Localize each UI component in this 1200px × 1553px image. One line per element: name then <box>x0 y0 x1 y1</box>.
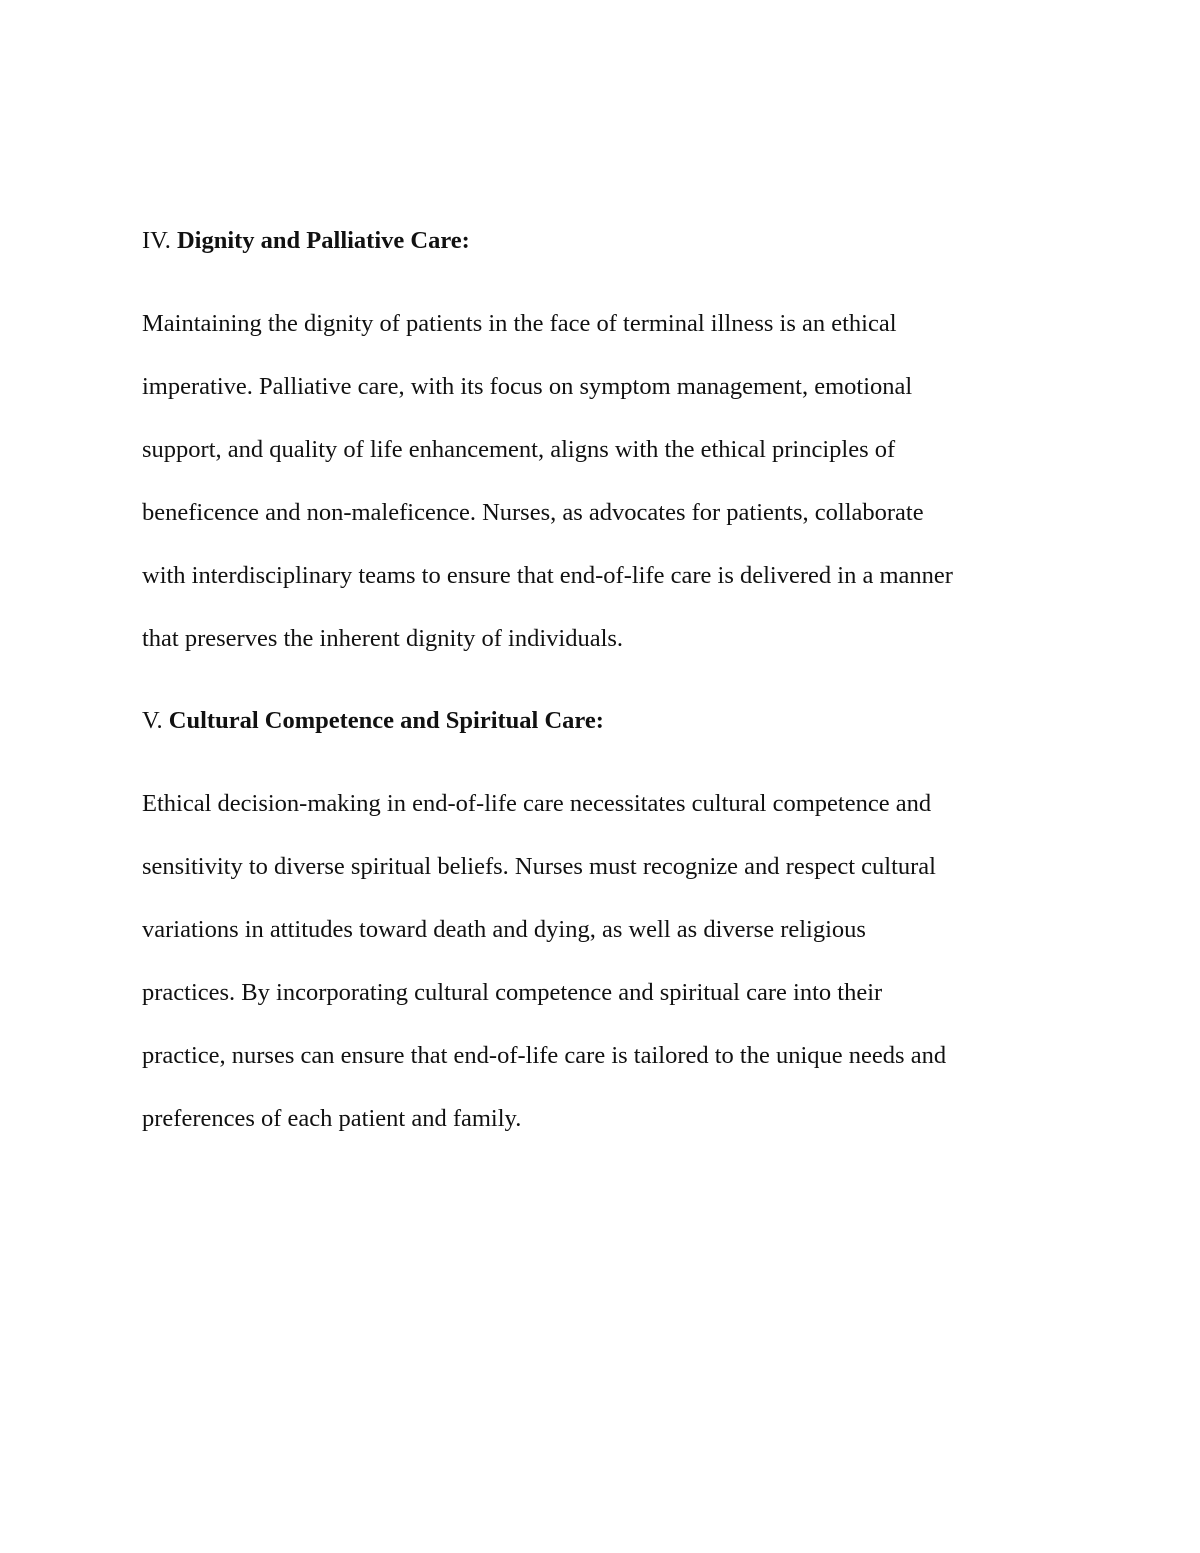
paragraph-line: preferences of each patient and family. <box>142 1105 522 1132</box>
paragraph-line: Maintaining the dignity of patients in the face of terminal illness is an ethical <box>142 310 897 337</box>
paragraph-line: sensitivity to diverse spiritual beliefs. Nurses must recognize and respect cultural <box>142 853 936 880</box>
section-number: IV. <box>142 227 171 254</box>
paragraph-line: support, and quality of life enhancement, aligns with the ethical principles of <box>142 436 896 463</box>
section-title: Cultural Competence and Spiritual Care: <box>168 707 604 734</box>
section-heading-v <box>142 706 604 736</box>
paragraph-line: practice, nurses can ensure that end-of-life care is tailored to the unique needs and <box>142 1042 947 1069</box>
paragraph-line: that preserves the inherent dignity of individuals. <box>142 625 624 652</box>
paragraph-line: with interdisciplinary teams to ensure that end-of-life care is delivered in a manner <box>142 562 953 589</box>
paragraph-line: practices. By incorporating cultural competence and spiritual care into their <box>142 979 883 1006</box>
paragraph-line: beneficence and non-maleficence. Nurses, as advocates for patients, collaborate <box>142 499 924 526</box>
section-title: Dignity and Palliative Care: <box>176 227 470 254</box>
section-number: V. <box>142 707 163 734</box>
section-heading-iv <box>142 226 470 256</box>
paragraph-line: Ethical decision-making in end-of-life care necessitates cultural competence and <box>142 790 932 817</box>
paragraph-line: variations in attitudes toward death and dying, as well as diverse religious <box>142 916 866 943</box>
paragraph-line: imperative. Palliative care, with its focus on symptom management, emotional <box>142 373 913 400</box>
